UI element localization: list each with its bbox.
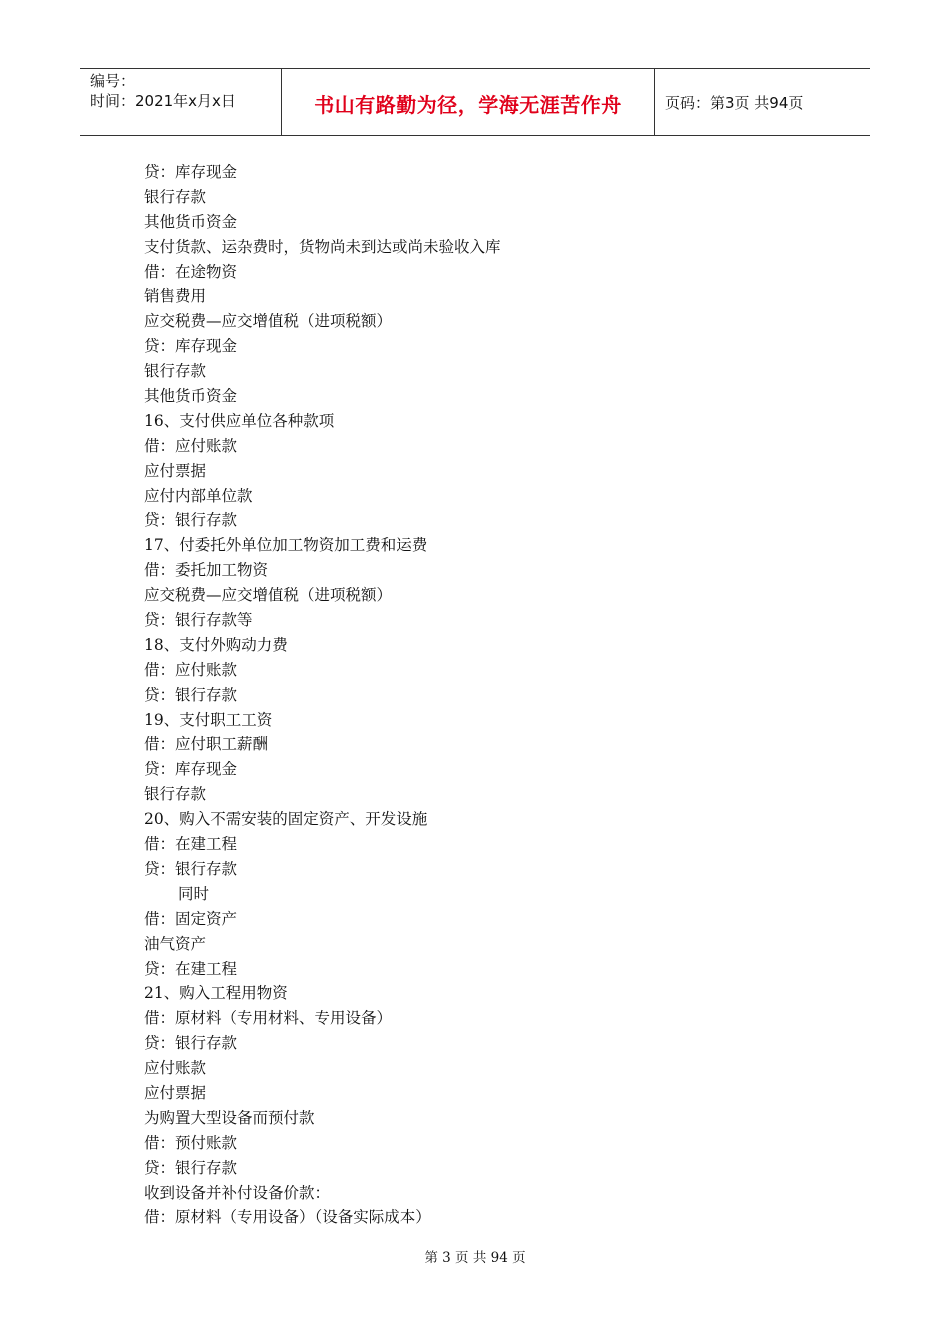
body-line: 贷：在建工程 (144, 959, 238, 978)
body-line: 收到设备并补付设备价款： (144, 1183, 331, 1202)
body-line: 银行存款 (144, 362, 207, 381)
body-line: 借：在建工程 (144, 835, 238, 854)
body-line: 应付账款 (144, 1059, 207, 1078)
body-line: 贷：银行存款 (144, 1034, 238, 1053)
header-page-info-cell (655, 69, 870, 135)
body-line: 借：应付账款 (144, 660, 238, 679)
page-header (80, 68, 870, 136)
body-line: 借：固定资产 (144, 909, 238, 928)
body-line: 借：原材料（专用材料、专用设备） (144, 1009, 393, 1028)
body-line: 21、购入工程用物资 (144, 984, 288, 1003)
body-line: 为购置大型设备而预付款 (144, 1108, 315, 1127)
body-line: 油气资产 (144, 934, 207, 953)
body-line: 贷：库存现金 (144, 337, 238, 356)
body-line: 借：应付职工薪酬 (144, 735, 269, 754)
body-line: 同时 (178, 884, 210, 903)
header-meta (80, 69, 282, 135)
body-line: 其他货币资金 (144, 387, 238, 406)
body-line: 银行存款 (144, 187, 207, 206)
body-line: 20、购入不需安装的固定资产、开发设施 (144, 810, 428, 829)
body-line: 借：应付账款 (144, 436, 238, 455)
body-line: 17、付委托外单位加工物资加工费和运费 (144, 536, 428, 555)
document-body (144, 160, 844, 1230)
body-line: 支付货款、运杂费时，货物尚未到达或尚未验收入库 (144, 237, 501, 256)
body-line: 贷：银行存款 (144, 1158, 238, 1177)
body-line: 其他货币资金 (144, 212, 238, 231)
header-motto-cell (282, 69, 655, 135)
body-line: 16、支付供应单位各种款项 (144, 411, 335, 430)
document-number-label: 编号： (90, 72, 136, 90)
body-line: 贷：银行存款 (144, 511, 238, 530)
body-line: 贷：银行存款 (144, 859, 238, 878)
body-line: 应交税费—应交增值税（进项税额） (144, 586, 393, 605)
body-line: 银行存款 (144, 785, 207, 804)
body-line: 19、支付职工工资 (144, 710, 273, 729)
body-line: 借：原材料（专用设备）（设备实际成本） (144, 1208, 431, 1227)
body-line: 应交税费—应交增值税（进项税额） (144, 312, 393, 331)
body-line: 销售费用 (144, 287, 207, 306)
body-line: 贷：库存现金 (144, 163, 238, 181)
body-line: 应付内部单位款 (144, 486, 253, 505)
page-footer: 第 3 页 共 94 页 (424, 1250, 526, 1266)
body-line: 应付票据 (144, 461, 207, 480)
body-line: 借：预付账款 (144, 1133, 238, 1152)
header-motto: 书山有路勤为径，学海无涯苦作舟 (314, 92, 622, 117)
body-line: 应付票据 (144, 1083, 207, 1102)
document-date: 时间：2021年x月x日 (90, 92, 236, 110)
body-line: 贷：银行存款等 (144, 611, 253, 630)
body-line: 借：在途物资 (144, 262, 238, 281)
body-line: 18、支付外购动力费 (144, 635, 288, 654)
header-page-info: 页码：第3页 共94页 (665, 93, 804, 112)
body-line: 借：委托加工物资 (144, 561, 269, 580)
body-line: 贷：库存现金 (144, 760, 238, 779)
body-line: 贷：银行存款 (144, 685, 238, 704)
